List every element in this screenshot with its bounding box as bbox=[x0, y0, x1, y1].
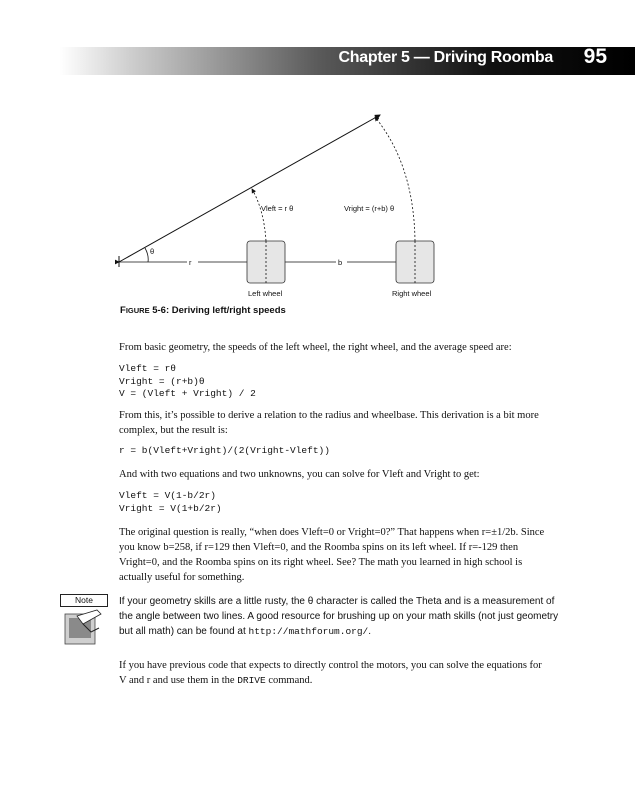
note-text-start: If your geometry skills are a little rusty, the θ character is called the Theta and is a measurement of the angle between two lines. A good resource for brushing up on your math skills (not just geometry but all math) can be found at bbox=[119, 596, 559, 637]
paragraph-5-end: command. bbox=[265, 675, 313, 686]
caption-prefix-smallcaps: IGURE bbox=[125, 306, 150, 315]
r-label: r bbox=[189, 258, 192, 267]
note-sidebar bbox=[60, 594, 108, 648]
note-label: Note bbox=[60, 594, 108, 607]
code-block-3: Vleft = V(1-b/2r) Vright = V(1+b/2r) bbox=[119, 490, 222, 514]
wheel-geometry-figure bbox=[112, 105, 442, 300]
paragraph-3: And with two equations and two unknowns, you can solve for Vleft and Vright to get: bbox=[119, 469, 480, 480]
note-text bbox=[119, 594, 559, 639]
chapter-title: Chapter 5 — Driving Roomba bbox=[338, 49, 553, 66]
drive-command-code: DRIVE bbox=[237, 675, 266, 686]
caption-prefix: F bbox=[120, 305, 126, 316]
vright-formula: Vright = (r+b) θ bbox=[344, 204, 395, 213]
right-wheel-label: Right wheel bbox=[392, 289, 432, 298]
code-block-1: Vleft = rθ Vright = (r+b)θ V = (Vleft + Vright) / 2 bbox=[119, 363, 256, 399]
page-number: 95 bbox=[583, 45, 607, 68]
figure-caption bbox=[120, 305, 286, 316]
b-label: b bbox=[338, 258, 343, 267]
paragraph-1: From basic geometry, the speeds of the left wheel, the right wheel, and the average speed are: bbox=[119, 342, 512, 353]
paragraph-2: From this, it’s possible to derive a relation to the radius and wheelbase. This derivation is a bit more complex, but the result is: bbox=[119, 410, 539, 436]
paragraph-5-start: If you have previous code that expects to directly control the motors, you can solve the equations for V and r and use them in the bbox=[119, 660, 542, 686]
vleft-formula: Vleft = r θ bbox=[261, 204, 294, 213]
theta-arc bbox=[145, 248, 148, 262]
vleft-arc bbox=[252, 189, 266, 241]
left-wheel-label: Left wheel bbox=[248, 289, 283, 298]
radius-ray bbox=[119, 115, 380, 262]
paragraph-5 bbox=[119, 658, 551, 688]
note-url-link[interactable]: http://mathforum.org/ bbox=[248, 626, 369, 637]
note-text-end: . bbox=[368, 626, 372, 637]
code-block-2: r = b(Vleft+Vright)/(2(Vright-Vleft)) bbox=[119, 445, 330, 456]
note-icon bbox=[63, 608, 105, 648]
caption-text: 5-6: Deriving left/right speeds bbox=[149, 305, 286, 316]
theta-label: θ bbox=[150, 247, 155, 256]
vright-arc bbox=[375, 117, 415, 241]
paragraph-4: The original question is really, “when does Vleft=0 or Vright=0?” That happens when r=±1/2b. Since you know b=258, if r=129 then Vleft=0, and the Roomba spins on its left wheel. If r=-129 then Vright=0, and the Roomba spins on its right wheel. See? The math you learned in high school is actually useful for something. bbox=[119, 527, 545, 583]
